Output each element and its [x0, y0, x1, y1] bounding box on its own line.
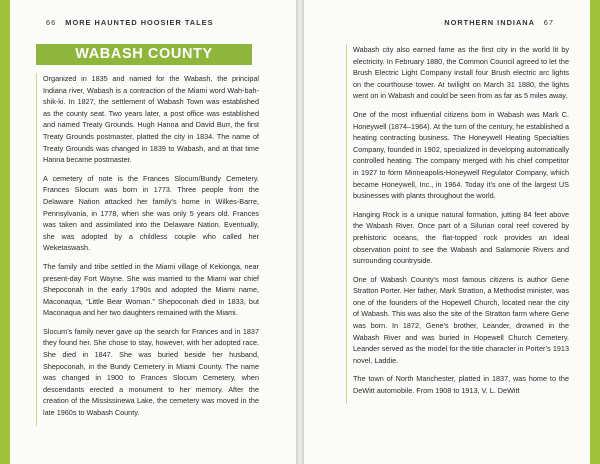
paragraph: The family and tribe settled in the Miami village of Kekionga, near present-day Fort Wayne. She was married to the Miami war chief Shepoconah in the early 1790s and adopted the Miami name, Maconaqua, “Little Bear Woman.” Shepoconah died in 1833, but Maconaqua and her two daughters remained with the Miami. [43, 261, 259, 318]
right-green-band [590, 0, 600, 464]
section-title: WABASH COUNTY [36, 44, 252, 65]
book-gutter [296, 0, 304, 464]
paragraph: Hanging Rock is a unique natural formation, jutting 84 feet above the Wabash River. Once part of a Silurian coral reef covered by prehistoric oceans, the flat-topped rock provides an ideal observation point to see the Wabash and Salamonie Rivers and surrounding countryside. [353, 209, 569, 266]
left-running-head [46, 18, 214, 27]
left-green-band [0, 0, 10, 464]
paragraph: Slocum’s family never gave up the search for Frances and in 1837 they found her. She chose to stay, however, with her adopted race. She died in 1847. She was buried beside her husband, Shepoconah, in the Bundy Cemetery in Miami County. The name was changed in 1900 to Frances Slocum Cemetery, when descendants erected a monument to her memory. After the creation of the Mississinewa Lake, the cemetery was moved in the late 1960s to Wabash County. [43, 326, 259, 418]
right-running-head-text: NORTHERN INDIANA [444, 18, 535, 27]
left-page-number: 66 [46, 18, 57, 27]
paragraph: The town of North Manchester, platted in 1837, was home to the DeWitt automobile. From 1908 to 1913, V. L. DeWitt [353, 374, 569, 396]
paragraph: One of Wabash County’s most famous citizens is author Gene Stratton Porter. Her father, Mark Stratton, a Methodist minister, was one of the founders of the Hopewell Church, located near the city of Wabash. This was also the site of the Stratton farm where Gene was born. In 1872, Gene’s brother, Leander, drowned in the Wabash River and was buried in Hopewell Church Cemetery. Leander served as the model for the title character in Porter’s 1913 novel, Laddie. [353, 274, 569, 365]
left-running-head-text: MORE HAUNTED HOOSIER TALES [65, 18, 214, 27]
right-running-head [444, 18, 554, 27]
left-body-text [36, 73, 259, 426]
paragraph: One of the most influential citizens born in Wabash was Mark C. Honeywell (1874–1964). At the turn of the century, he established a heating contracting business. The Honeywell Heating Specialties Company, founded in 1902, specialized in developing automatically controlled heating. The company merged with his chief competitor in 1927 to form Minneapolis-Honeywell Regulator Company, which became Honeywell, Inc., in 1964. Today it’s one of the largest US businesses with plants throughout the world. [353, 109, 569, 201]
right-page [304, 0, 600, 464]
left-page [0, 0, 296, 464]
right-body-text [346, 44, 569, 404]
right-page-number: 67 [543, 18, 554, 27]
paragraph: Organized in 1835 and named for the Wabash, the principal Indiana river, Wabash is a contraction of the Miami word Wah-bah-shik-ki. In 1827, the settlement of Wabash Town was established as the county seat. Two years later, a post office was established and named Treaty Grounds. Hugh Hanna and David Burr, the first Treaty Grounds postmaster, platted the city in 1834. The name of Treaty Grounds was changed in 1839 to Wabash, and at that time Hanna became postmaster. [43, 74, 259, 165]
paragraph: Wabash city also earned fame as the first city in the world lit by electricity. In February 1880, the Common Council agreed to let the Brush Electric Light Company install four Brush electric arc lights on the courthouse tower. At twilight on March 31 1880, the lights went on in Wabash and could be seen from as far as 5 miles away. [353, 45, 569, 101]
paragraph: A cemetery of note is the Frances Slocum/Bundy Cemetery. Frances Slocum was born in 1773. Three people from the Delaware Nation attacked her family’s home in Wilkes-Barre, Pennsylvania, in 1778, when she was only 5 years old. Frances was taken and assimilated into the Delaware Nation. Eventually, she was adopted by a childless couple who called her Weketaswash. [43, 173, 259, 253]
